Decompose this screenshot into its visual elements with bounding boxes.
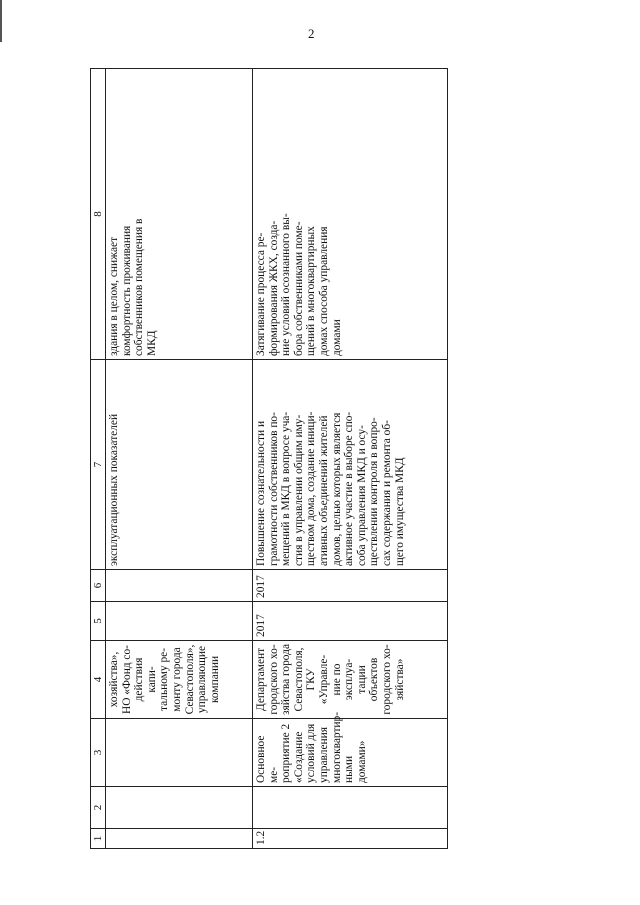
row2-end-year: 2017 (253, 570, 448, 602)
header-row (91, 69, 106, 849)
header-cell-8: 8 (91, 69, 106, 360)
table-row (253, 69, 448, 849)
measures-table (90, 68, 448, 849)
header-cell-7: 7 (91, 360, 106, 570)
row1-end-year (106, 570, 253, 602)
row1-consequences: здания в целом, снижает комфортность проживания собственников помещения в МКД (106, 69, 253, 360)
header-cell-6: 6 (91, 570, 106, 602)
row1-number (106, 829, 253, 849)
row2-col2 (253, 787, 448, 829)
page-number: 2 (308, 26, 315, 41)
row2-expected-result: Повышение сознательности и грамотности собственников по- мещений в МКД в вопросе уча- стия в управлении общим иму- ществом дома, создание иници- ативных объединений жителей домов, целью которых является активное участие в выборе спо- соба управления МКД и осу- ществлении контроля в вопро- сах содержания и ремонта об- щего имущества МКД (253, 360, 448, 570)
table-frame (90, 69, 442, 849)
row2-start-year: 2017 (253, 602, 448, 641)
table-row (106, 69, 253, 849)
row2-consequences: Затягивание процесса ре- формирования ЖКХ, созда- ние условий осознанного вы- бора собственниками поме- щений в многоквартирных домах способа управления домами (253, 69, 448, 360)
row2-number: 1.2 (253, 829, 448, 849)
page-edge-mark (0, 0, 2, 42)
row2-executor: Департамент городского хо- зяйства города Севастополя, ГКУ «Управле- ние по эксплуа- тации объектов городского хо- зяйства» (253, 641, 448, 719)
row1-start-year (106, 602, 253, 641)
row1-measure (106, 719, 253, 787)
row2-measure: Основное ме- роприятие 2 «Создание условий для управления многоквартир- ными домами» (253, 719, 448, 787)
rotated-table-container (90, 69, 442, 849)
header-cell-3: 3 (91, 719, 106, 787)
row1-expected-result: эксплуатационных показателей (106, 360, 253, 570)
header-cell-1: 1 (91, 829, 106, 849)
header-cell-5: 5 (91, 602, 106, 641)
header-cell-2: 2 (91, 787, 106, 829)
header-cell-4: 4 (91, 641, 106, 719)
row1-col2 (106, 787, 253, 829)
row1-executor: хозяйства», НО «Фонд со- действия капи- тальному ре- монту города Севастополя», управляющие компании (106, 641, 253, 719)
